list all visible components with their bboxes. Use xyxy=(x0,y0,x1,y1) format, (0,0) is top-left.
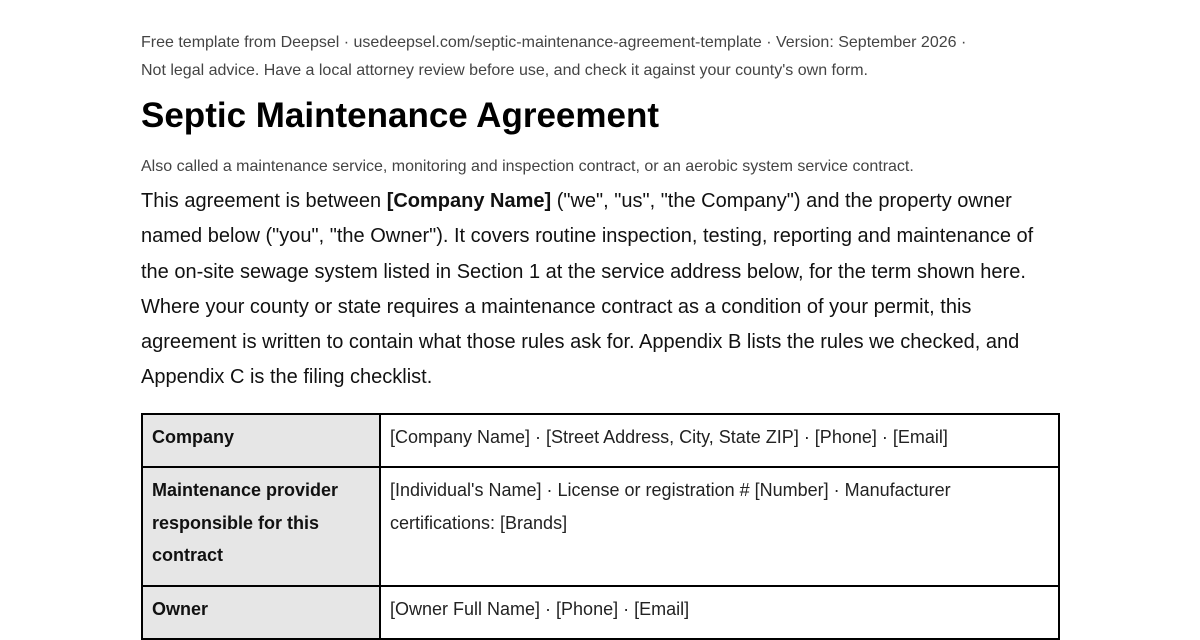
document-page xyxy=(141,0,1061,640)
template-notice xyxy=(141,29,1061,85)
document-title: Septic Maintenance Agreement xyxy=(141,96,660,135)
table-row xyxy=(142,467,1059,586)
row-label-owner: Owner xyxy=(142,586,380,640)
intro-paragraph xyxy=(141,184,1061,396)
alternate-names-note: Also called a maintenance service, monitoring and inspection contract, or an aerobic system service contract. xyxy=(141,158,914,175)
table-row xyxy=(142,414,1059,468)
row-value-company: [Company Name] · [Street Address, City, State ZIP] · [Phone] · [Email] xyxy=(380,414,1059,468)
parties-table xyxy=(141,413,1060,640)
template-notice-line-2: Not legal advice. Have a local attorney review before use, and check it against your county's own form. xyxy=(141,62,868,79)
row-value-owner: [Owner Full Name] · [Phone] · [Email] xyxy=(380,586,1059,640)
table-row xyxy=(142,586,1059,640)
company-name-placeholder: [Company Name] xyxy=(386,190,552,212)
row-label-company: Company xyxy=(142,414,380,468)
intro-text-rest: ("we", "us", "the Company") and the property owner named below ("you", "the Owner"). It covers routine inspection, testing, reporting and maintenance of the on-site sewage system listed in Section 1 at the service address below, for the term shown here. Where your county or state requires a maintenance contract as a condition of your permit, this agreement is written to contain what those rules ask for. Appendix B lists the rules we checked, and Appendix C is the filing checklist. xyxy=(141,190,1034,389)
intro-text-start: This agreement is between xyxy=(141,190,387,212)
row-value-maintenance-provider: [Individual's Name] · License or registration # [Number] · Manufacturer certifications: [Brands] xyxy=(380,467,1059,586)
template-notice-line-1: Free template from Deepsel · usedeepsel.com/septic-maintenance-agreement-template · Version: September 2026 · xyxy=(141,34,967,51)
row-label-maintenance-provider: Maintenance provider responsible for this contract xyxy=(142,467,380,586)
